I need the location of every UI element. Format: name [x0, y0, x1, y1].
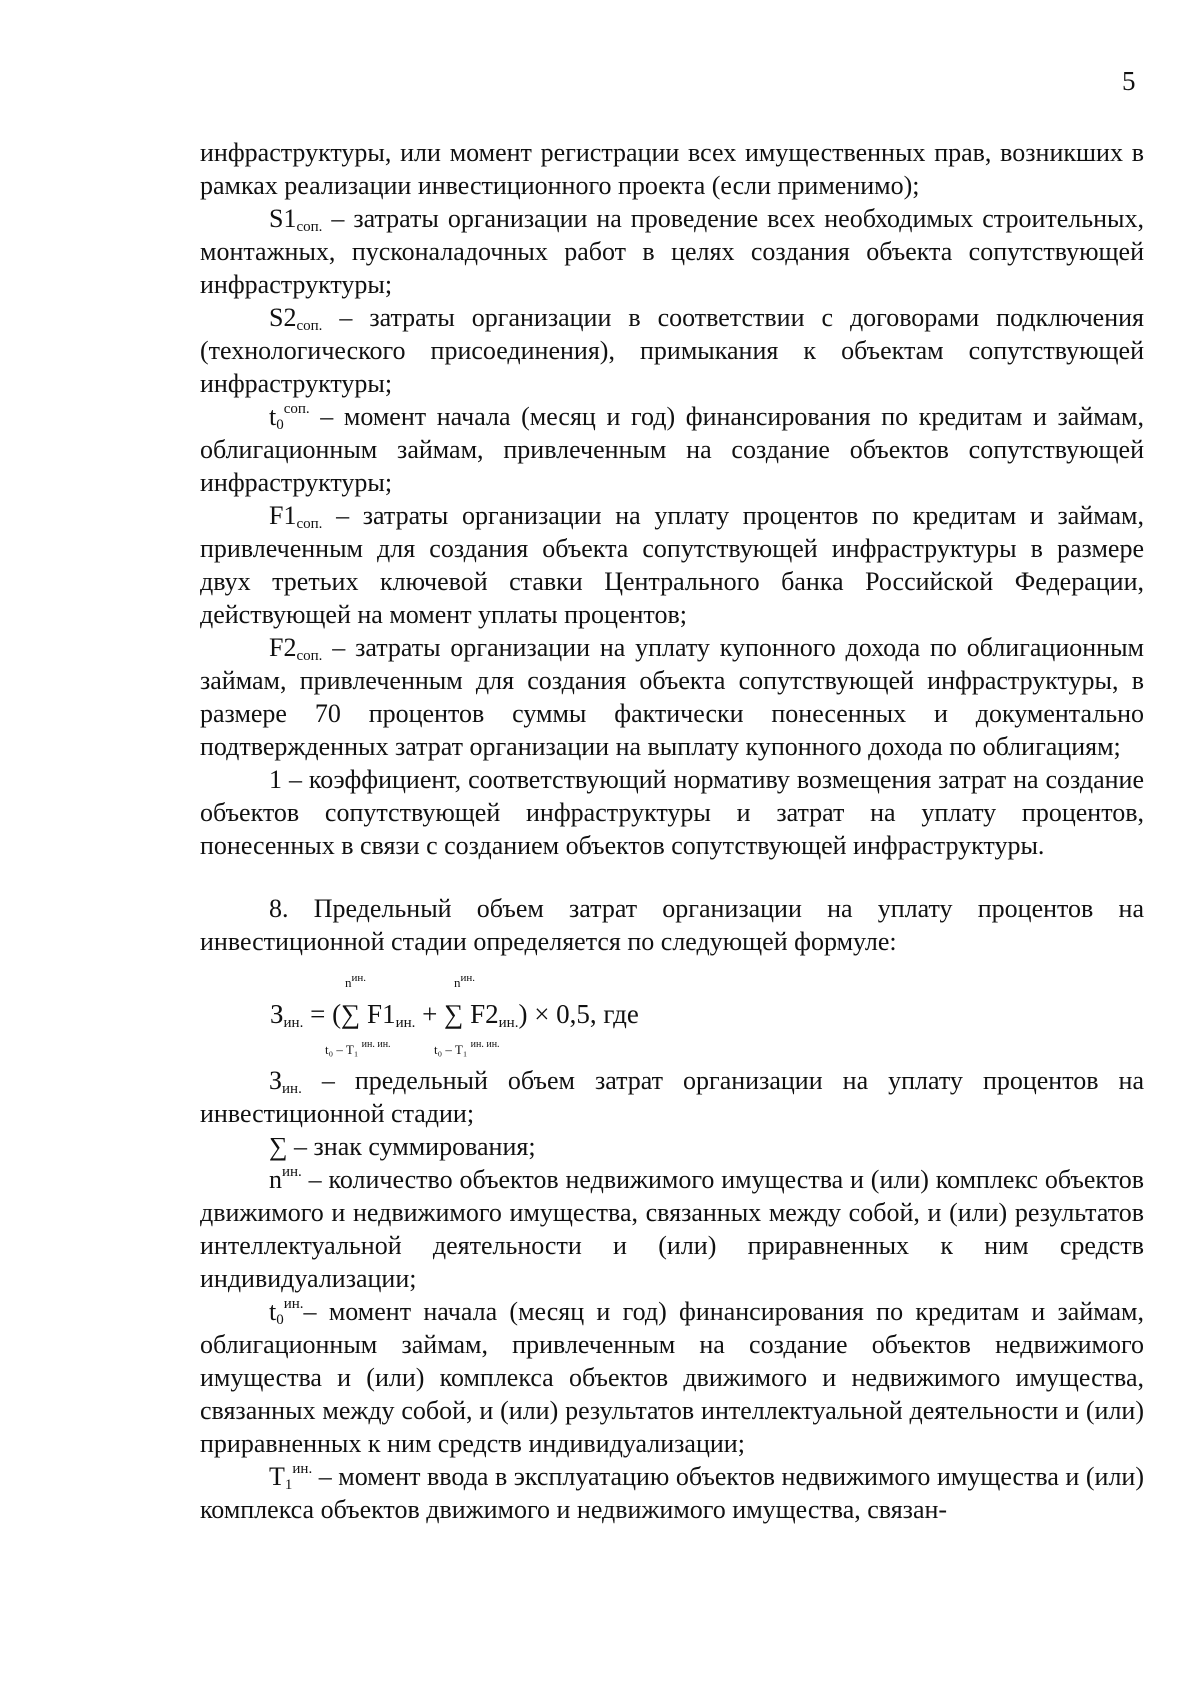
definition-T1: [200, 1460, 1144, 1526]
formula-block: [200, 970, 1144, 1058]
paragraph-gap: [200, 862, 1144, 892]
symbol-n: n: [269, 1165, 282, 1194]
definition-s1-text: – затраты организации на проведение всех необходимых строительных, монтажных, пусконаладочных работ в целях создания объекта сопутствующей инфраструктуры;: [200, 204, 1144, 299]
definition-f1-text: – затраты организации на уплату процентов по кредитам и займам, привлеченным для создания объекта сопутствующей инфраструктуры в размере двух третьих ключевой ставки Центрального банка Российской Федерации, действующей на момент уплаты процентов;: [200, 501, 1144, 629]
symbol-f2-subscript: соп.: [296, 648, 323, 664]
formula-main: [270, 998, 639, 1031]
symbol-s2-subscript: соп.: [296, 318, 323, 334]
definition-f1: [200, 499, 1144, 631]
symbol-T1: T: [269, 1462, 285, 1491]
formula-lower-limit-1: t₀ – T₁ $^{ин. ин.}$: [325, 1039, 391, 1057]
definition-T1-text: – момент ввода в эксплуатацию объектов недвижимого имущества и (или) комплекса объектов движимого и недвижимого имущества, связан-: [200, 1462, 1144, 1524]
symbol-s1: S1: [269, 204, 297, 233]
definition-s2-text: – затраты организации в соответствии с договорами подключения (технологического присоединения), примыкания к объектам сопутствующей инфраструктуры;: [200, 303, 1144, 398]
formula-sum-f1: = (∑ F1: [303, 999, 396, 1029]
document-body: [200, 136, 1144, 1526]
symbol-t0-sop-superscript: соп.: [283, 401, 310, 417]
definition-n: [200, 1163, 1144, 1295]
section-8-heading: 8. Предельный объем затрат организации на уплату процентов на инвестиционной стадии определяется по следующей формуле:: [200, 894, 1144, 956]
symbol-s1-subscript: соп.: [296, 219, 323, 235]
symbol-z: З: [269, 1066, 283, 1095]
symbol-f1: F1: [269, 501, 297, 530]
paragraph-continuation: инфраструктуры, или момент регистрации всех имущественных прав, возникших в рамках реализации инвестиционного проекта (если применимо);: [200, 138, 1144, 200]
definition-coefficient: 1 – коэффициент, соответствующий нормативу возмещения затрат на создание объектов сопутствующей инфраструктуры и затрат на уплату процентов, понесенных в связи с созданием объектов сопутствующей инфраструктуры.: [200, 765, 1144, 860]
symbol-f2: F2: [269, 633, 297, 662]
definition-t0-sop: [200, 400, 1144, 499]
formula-upper-limit-2: $n^{ин.}$: [454, 972, 476, 990]
symbol-t0-in: t: [269, 1297, 277, 1326]
symbol-t0-in-subscript: 0: [276, 1312, 284, 1328]
definition-z-text: – предельный объем затрат организации на уплату процентов на инвестиционной стадии;: [200, 1066, 1144, 1128]
symbol-t0-sop-subscript: 0: [276, 417, 284, 433]
definition-f2: [200, 631, 1144, 763]
formula-lower-limit-2: t₀ – T₁ $^{ин. ин.}$: [434, 1039, 500, 1057]
formula-tail: ) × 0,5, где: [518, 999, 639, 1029]
definition-t0-in: [200, 1295, 1144, 1460]
symbol-n-superscript: ин.: [282, 1164, 302, 1180]
formula-upper-limit-1: $n^{ин.}$: [345, 972, 367, 990]
formula-lhs: З: [270, 999, 284, 1029]
symbol-t0-in-superscript: ин.: [283, 1296, 304, 1312]
page-number: 5: [1122, 66, 1136, 96]
definition-s1: [200, 202, 1144, 301]
symbol-z-subscript: ин.: [282, 1081, 302, 1097]
formula-sum-f2: + ∑ F2: [415, 999, 499, 1029]
formula-lhs-subscript: ин.: [283, 1015, 304, 1031]
symbol-T1-superscript: ин.: [292, 1461, 313, 1477]
symbol-T1-subscript: 1: [284, 1477, 293, 1493]
definition-sigma: ∑ – знак суммирования;: [269, 1132, 536, 1161]
symbol-s2: S2: [269, 303, 297, 332]
definition-n-text: – количество объектов недвижимого имущества и (или) комплекс объектов движимого и недвижимого имущества, связанных между собой, и (или) результатов интеллектуальной деятельности и (или) приравненных к ним средств индивидуализации;: [200, 1165, 1144, 1293]
formula-f1-subscript: ин.: [395, 1015, 416, 1031]
symbol-t0-sop: t: [269, 402, 277, 431]
definition-s2: [200, 301, 1144, 400]
definition-f2-text: – затраты организации на уплату купонного дохода по облигационным займам, привлеченным для создания объекта сопутствующей инфраструктуры, в размере 70 процентов суммы фактически понесенных и документально подтвержденных затрат организации на выплату купонного дохода по облигациям;: [200, 633, 1144, 761]
symbol-f1-subscript: соп.: [296, 516, 323, 532]
formula-f2-subscript: ин.: [498, 1015, 519, 1031]
definition-t0-in-text: – момент начала (месяц и год) финансирования по кредитам и займам, облигационным займам, привлеченным на создание объектов недвижимого имущества и (или) комплекса объектов движимого и недвижимого имущества, связанных между собой, и (или) результатов интеллектуальной деятельности и (или) приравненных к ним средств индивидуализации;: [200, 1297, 1144, 1458]
definition-t0-sop-text: – момент начала (месяц и год) финансирования по кредитам и займам, облигационным займам, привлеченным на создание объектов сопутствующей инфраструктуры;: [200, 402, 1144, 497]
definition-z: [200, 1064, 1144, 1130]
